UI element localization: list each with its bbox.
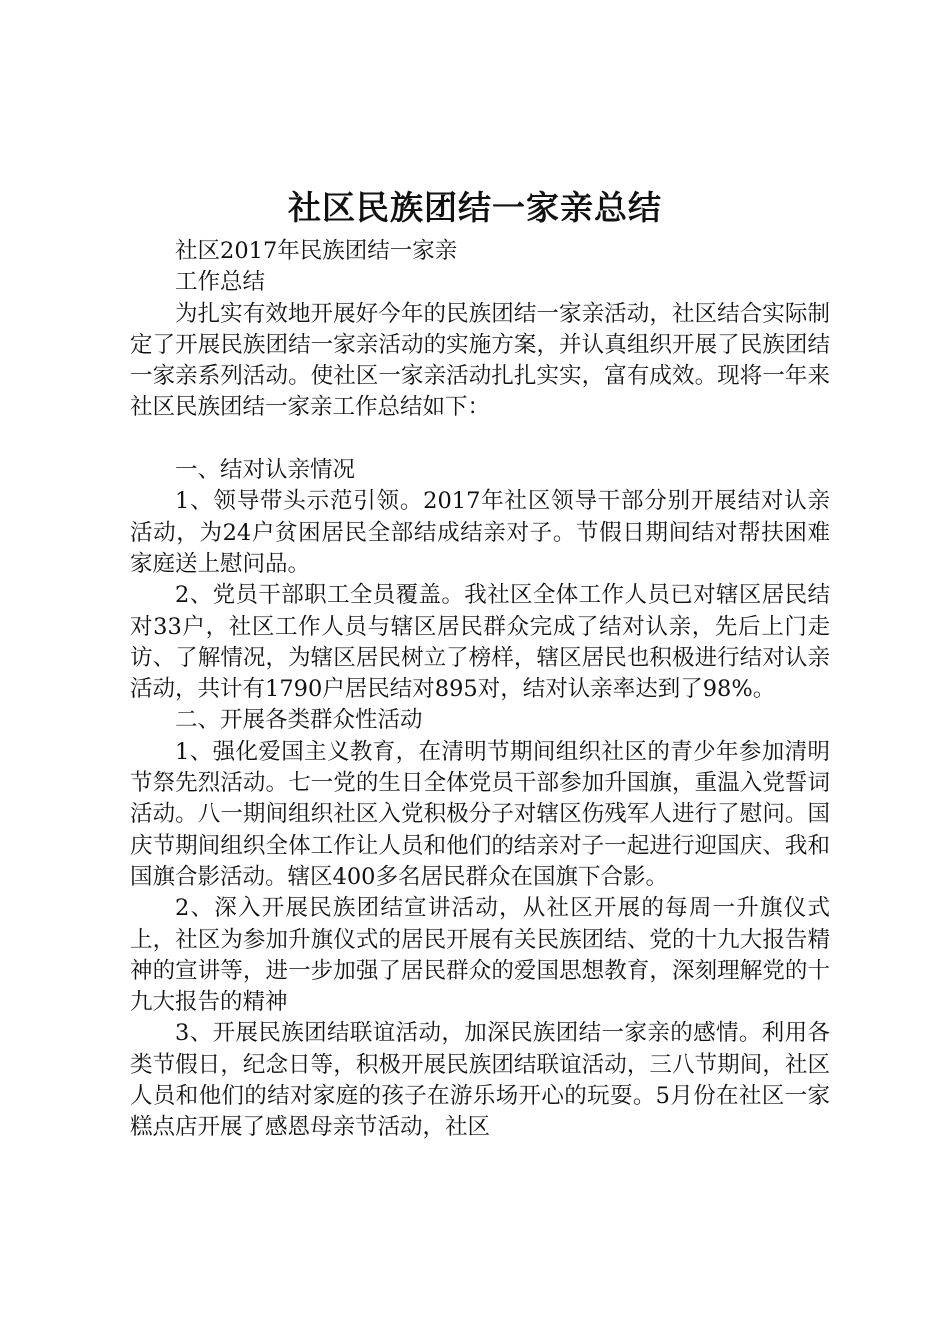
section-heading-2: 二、开展各类群众性活动 [175,707,423,734]
document-body [130,236,830,1144]
section-1-item-2: 2、党员干部职工全员覆盖。我社区全体工作人员已对辖区居民结对33户，社区工作人员与辖区居民群众完成了结对认亲，先后上门走访、了解情况，为辖区居民树立了榜样，辖区居民也积极进行结对认亲活动，共计有1790户居民结对895对，结对认亲率达到了98%。 [130,582,830,703]
section-heading-1: 一、结对认亲情况 [175,457,356,484]
section-2-item-1: 1、强化爱国主义教育，在清明节期间组织社区的青少年参加清明节祭先烈活动。七一党的生日全体党员干部参加升国旗，重温入党誓词活动。八一期间组织社区入党积极分子对辖区伤残军人进行了慰问。国庆节期间组织全体工作让人员和他们的结亲对子一起进行迎国庆、我和国旗合影活动。辖区400多名居民群众在国旗下合影。 [130,738,830,890]
document-title: 社区民族团结一家亲总结 [288,188,662,227]
section-2-item-2: 2、深入开展民族团结宣讲活动，从社区开展的每周一升旗仪式上，社区为参加升旗仪式的居民开展有关民族团结、党的十九大报告精神的宣讲等，进一步加强了居民群众的爱国思想教育，深刻理解党的十九大报告的精神 [130,895,830,1016]
section-2-item-3: 3、开展民族团结联谊活动，加深民族团结一家亲的感情。利用各类节假日，纪念日等，积极开展民族团结联谊活动，三八节期间，社区人员和他们的结对家庭的孩子在游乐场开心的玩耍。5月份在社区一家糕点店开展了感恩母亲节活动，社区 [130,1020,830,1141]
intro-paragraph: 为扎实有效地开展好今年的民族团结一家亲活动，社区结合实际制定了开展民族团结一家亲活动的实施方案，并认真组织开展了民族团结一家亲系列活动。使社区一家亲活动扎扎实实，富有成效。现将一年来社区民族团结一家亲工作总结如下： [130,300,830,421]
paragraph-spacer [130,424,830,455]
section-1-item-1: 1、领导带头示范引领。2017年社区领导干部分别开展结对认亲活动，为24户贫困居民全部结成结亲对子。节假日期间结对帮扶困难家庭送上慰问品。 [130,488,830,577]
subtitle-line-1: 社区2017年民族团结一家亲 [175,238,458,264]
subtitle-line-2: 工作总结 [175,269,266,296]
